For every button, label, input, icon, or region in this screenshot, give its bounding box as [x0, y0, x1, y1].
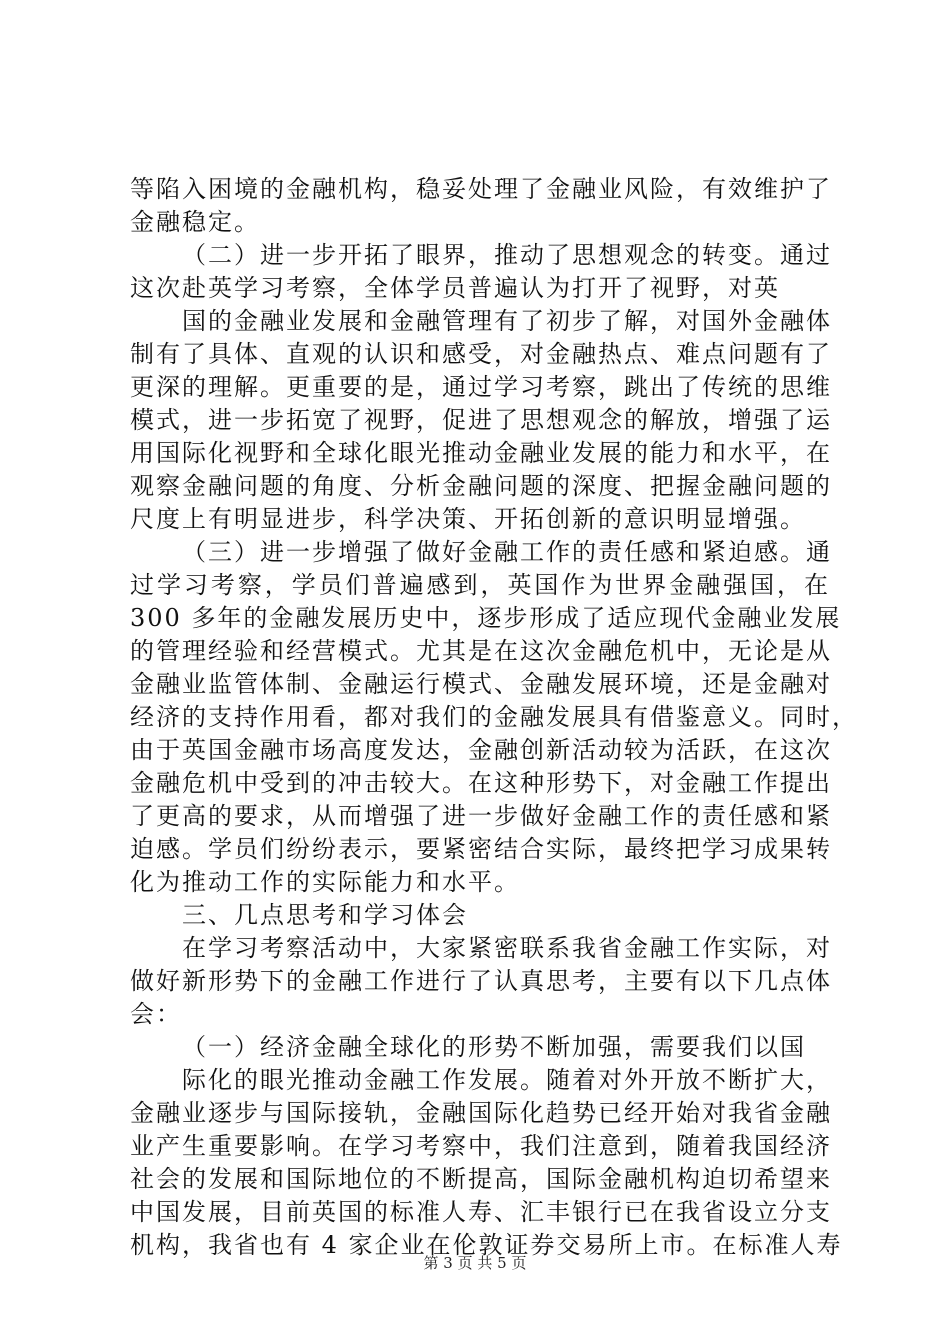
text-line: 际化的眼光推动金融工作发展。随着对外开放不断扩大， — [182, 1066, 832, 1094]
text-line: 由于英国金融市场高度发达，金融创新活动较为活跃，在这次 — [130, 736, 832, 764]
text-line: 300 多年的金融发展历史中，逐步形成了适应现代金融业发展 — [130, 604, 842, 632]
text-line: 制有了具体、直观的认识和感受，对金融热点、难点问题有了 — [130, 340, 832, 368]
text-line: 化为推动工作的实际能力和水平。 — [130, 868, 520, 896]
text-line: （一）经济金融全球化的形势不断加强，需要我们以国 — [182, 1033, 806, 1061]
text-line: 金融业逐步与国际接轨，金融国际化趋势已经开始对我省金融 — [130, 1099, 832, 1127]
text-line: 尺度上有明显进步，科学决策、开拓创新的意识明显增强。 — [130, 505, 806, 533]
text-line: 三、几点思考和学习体会 — [182, 901, 468, 929]
text-line: （三）进一步增强了做好金融工作的责任感和紧迫感。通 — [182, 538, 832, 566]
text-line: 中国发展，目前英国的标准人寿、汇丰银行已在我省设立分支 — [130, 1198, 832, 1226]
text-line: 了更高的要求，从而增强了进一步做好金融工作的责任感和紧 — [130, 802, 832, 830]
text-line: 观察金融问题的角度、分析金融问题的深度、把握金融问题的 — [130, 472, 832, 500]
text-line: 迫感。学员们纷纷表示，要紧密结合实际，最终把学习成果转 — [130, 835, 832, 863]
text-line: 用国际化视野和全球化眼光推动金融业发展的能力和水平，在 — [130, 439, 832, 467]
text-line: 过学习考察，学员们普遍感到，英国作为世界金融强国，在 — [130, 571, 830, 599]
text-line: 会： — [130, 1000, 182, 1028]
text-line: 金融业监管体制、金融运行模式、金融发展环境，还是金融对 — [130, 670, 832, 698]
text-line: 国的金融业发展和金融管理有了初步了解，对国外金融体 — [182, 307, 832, 335]
text-line: 金融危机中受到的冲击较大。在这种形势下，对金融工作提出 — [130, 769, 832, 797]
text-line: 业产生重要影响。在学习考察中，我们注意到，随着我国经济 — [130, 1132, 832, 1160]
text-line: （二）进一步开拓了眼界，推动了思想观念的转变。通过 — [182, 241, 832, 269]
body-text — [130, 173, 858, 1262]
text-line: 的管理经验和经营模式。尤其是在这次金融危机中，无论是从 — [130, 637, 832, 665]
page-footer: 第 3 页 共 5 页 — [423, 1254, 527, 1272]
text-line: 这次赴英学习考察，全体学员普遍认为打开了视野，对英 — [130, 274, 780, 302]
text-line: 等陷入困境的金融机构，稳妥处理了金融业风险，有效维护了 — [130, 175, 832, 203]
text-line: 机构，我省也有 4 家企业在伦敦证券交易所上市。在标准人寿 — [130, 1231, 843, 1259]
text-line: 做好新形势下的金融工作进行了认真思考，主要有以下几点体 — [130, 967, 832, 995]
text-line: 金融稳定。 — [130, 208, 260, 236]
text-line: 社会的发展和国际地位的不断提高，国际金融机构迫切希望来 — [130, 1165, 832, 1193]
text-line: 经济的支持作用看，都对我们的金融发展具有借鉴意义。同时， — [130, 703, 858, 731]
text-line: 更深的理解。更重要的是，通过学习考察，跳出了传统的思维 — [130, 373, 832, 401]
text-line: 在学习考察活动中，大家紧密联系我省金融工作实际，对 — [182, 934, 832, 962]
text-line: 模式，进一步拓宽了视野，促进了思想观念的解放，增强了运 — [130, 406, 832, 434]
